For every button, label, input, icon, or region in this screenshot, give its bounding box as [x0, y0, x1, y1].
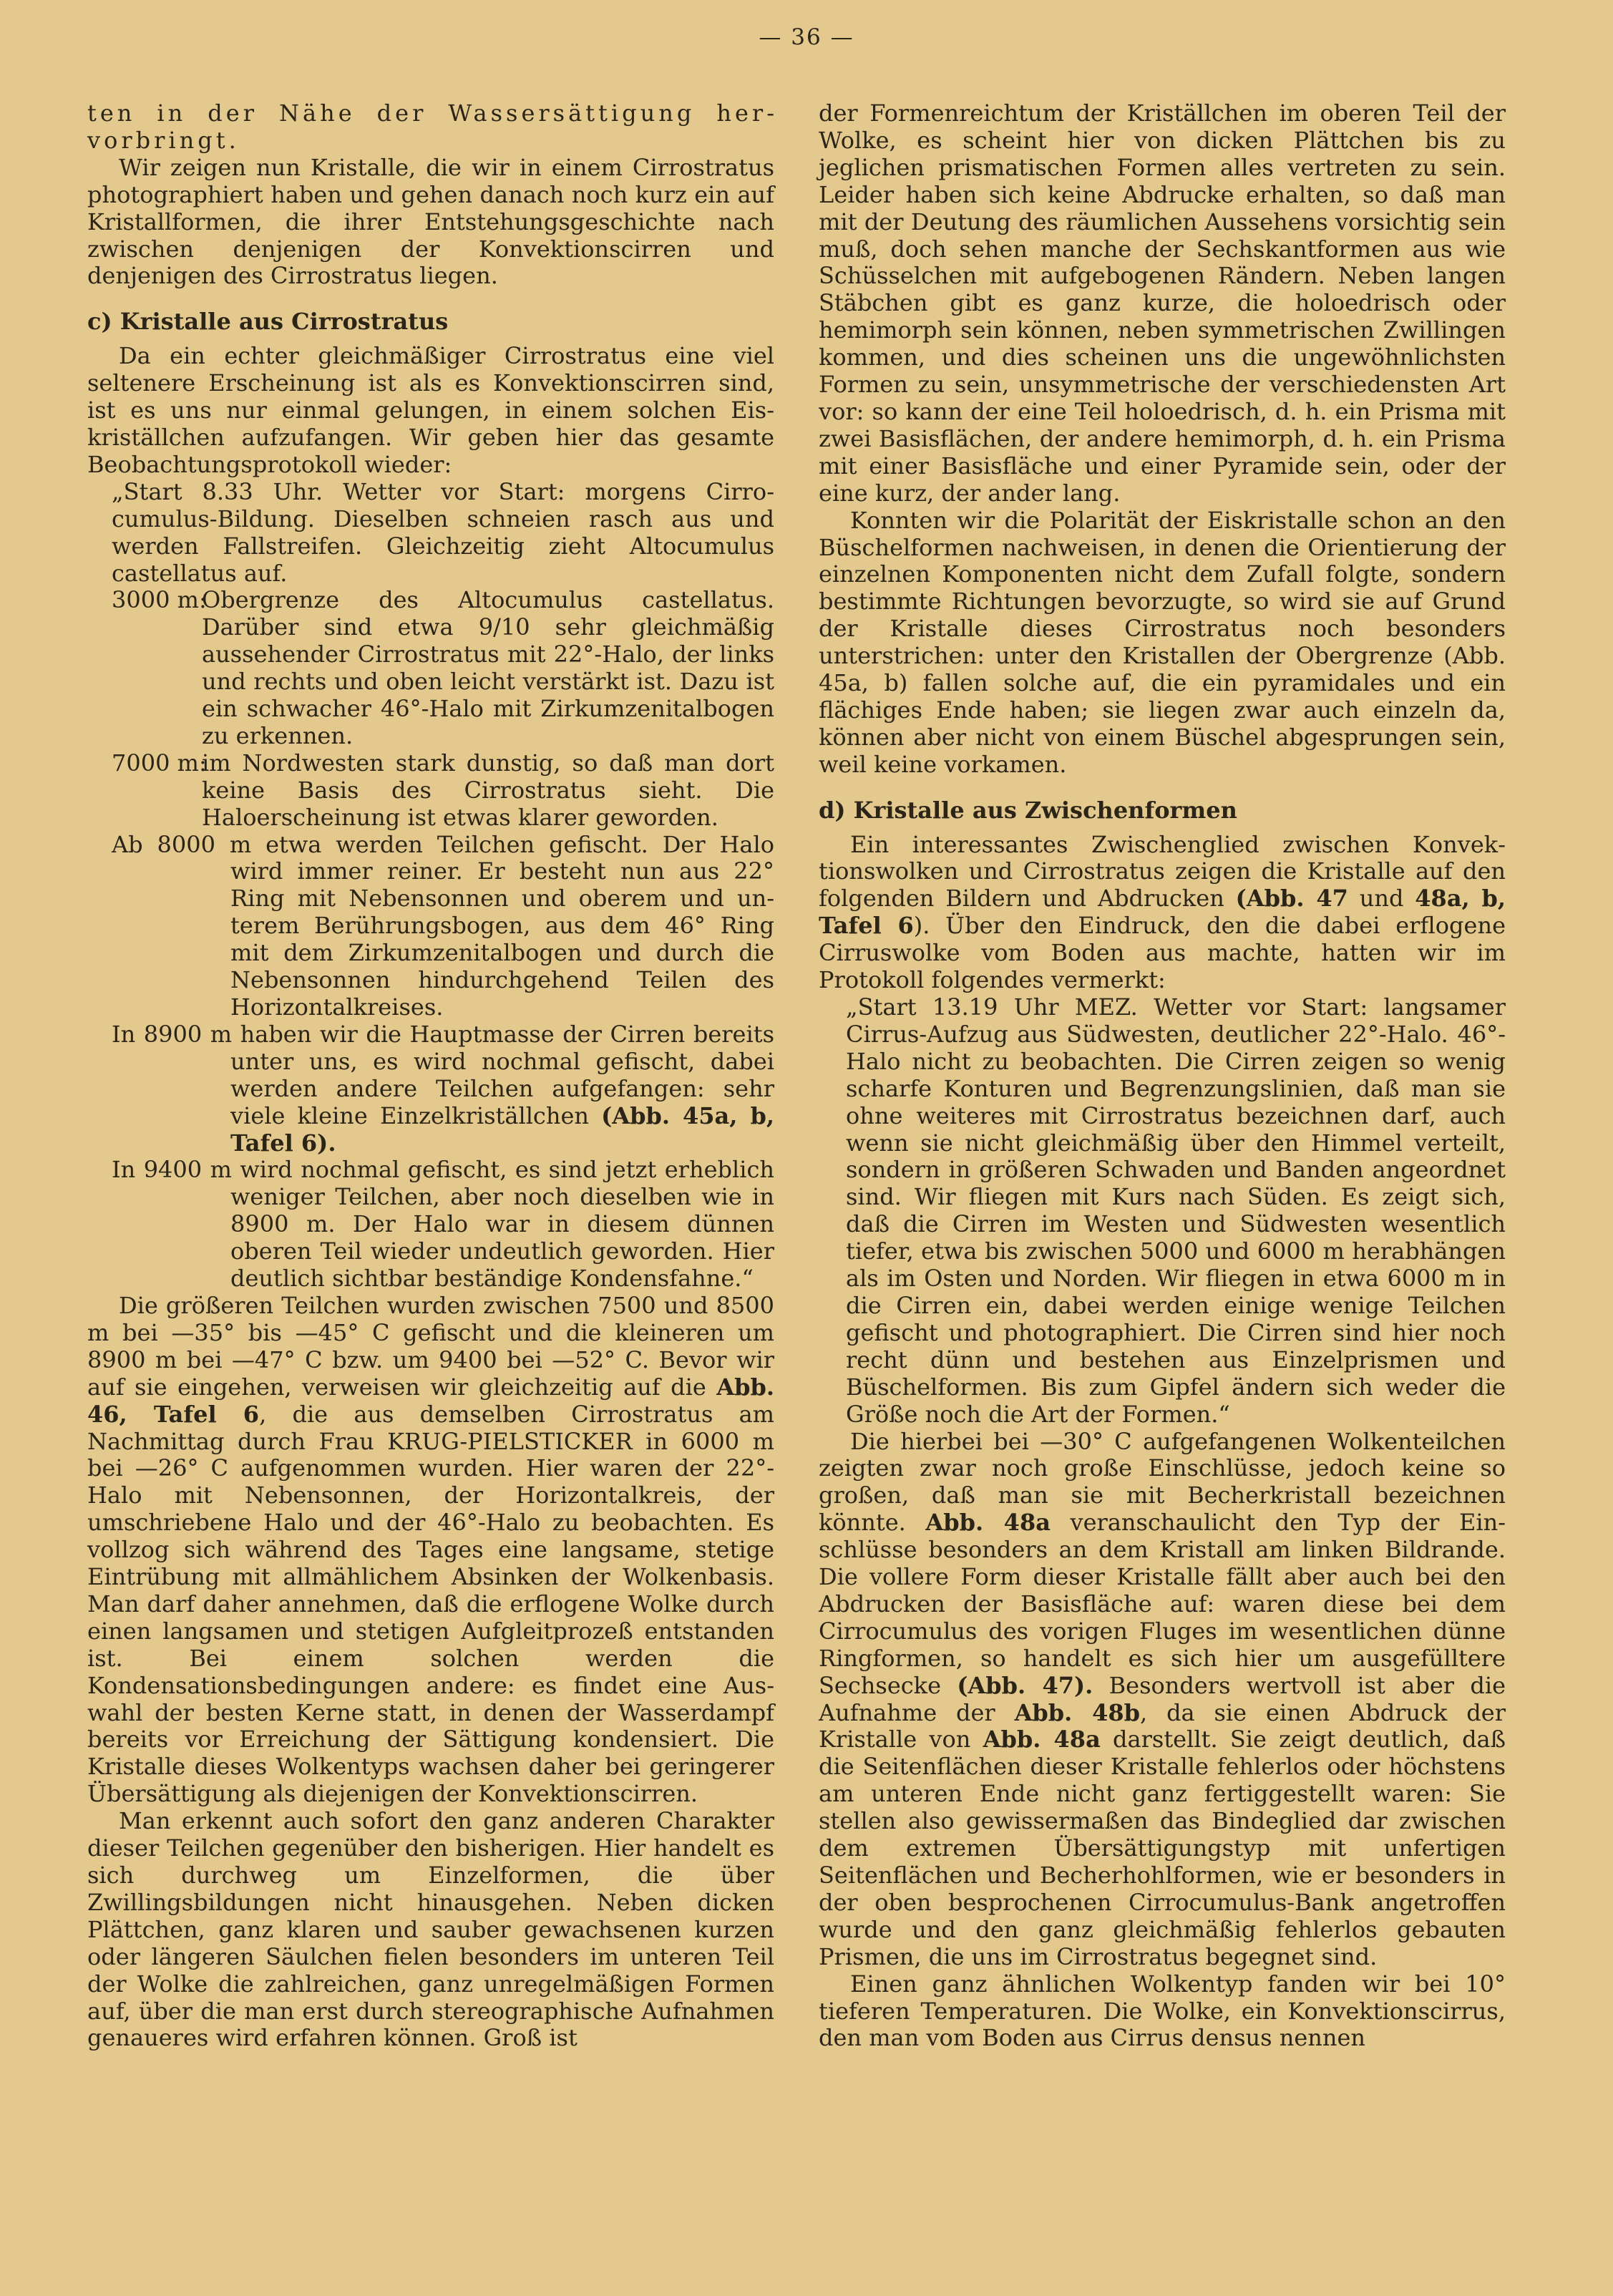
altitude-label: 3000 m:: [112, 586, 207, 614]
paragraph: [819, 1429, 1506, 1971]
figure-ref: Abb. 46, Tafel 6: [87, 1373, 774, 1428]
figure-ref: Abb. 48b: [1014, 1698, 1141, 1726]
figure-ref: 48a, b, Tafel 6: [819, 885, 1506, 940]
figure-ref: (Abb. 45a, b, Tafel 6).: [230, 1101, 775, 1157]
text-run: veranschaulicht den Typ der Einschlüsse besonders an dem Kristall am linken Bildrande. Die vollere Form dieser Kristalle fällt aber auch bei den Abdrucken der Basisfläche auf: waren diese bei dem Cirrocumulus des vorigen Fluges im wesentlichen dünne Ringformen, so handelt es sich hier um ausgefülltere Sechsecke: [819, 1509, 1506, 1699]
paragraph: der Formenreichtum der Kriställchen im oberen Teil der Wolke, es scheint hier von dicken Plättchen bis zu jeglichen prismatischen Formen alles vertreten zu sein. Leider haben sich keine Abdrucke erhalten, so daß man mit der Deutung des räumlichen Aussehens vorsichtig sein muß, doch sehen manche der Sechskantformen aus wie Schüsselchen mit aufgebogenen Rändern. Neben langen Stäbchen gibt es ganz kurze, die holoedrisch oder hemimorph sein können, neben symmetrischen Zwillingen kommen, und dies scheinen uns die ungewöhnlichsten Formen zu sein, unsymmetrische der verschiedensten Art vor: so kann der eine Teil holoedrisch, d. h. ein Prisma mit zwei Basisflächen, der andere hemimorph, d. h. ein Prisma mit einer Basisfläche und einer Pyramide sein, oder der eine kurz, der ander lang.: [819, 99, 1506, 507]
protocol-entry: In 9400 m wird nochmal gefischt, es sind jetzt erheblich weniger Teilchen, aber noch dieselben wie in 8900 m. Der Halo war in diesem dünnen oberen Teil wieder undeutlich geworden. Hier deutlich sichtbar beständige Kondensfahne.“: [112, 1156, 774, 1293]
figure-ref: (Abb. 47: [1235, 885, 1348, 913]
paragraph: Konnten wir die Polarität der Eiskristalle schon an den Büschelformen nachweisen, in denen die Orientierung der einzelnen Komponenten nicht dem Zufall folgte, sondern bestimmte Richtungen bevorzugte, so wird sie auf Grund der Kristalle dieses Cirrostratus noch besonders unterstrichen: unter den Kristallen der Obergrenze (Abb. 45a, b) fallen solche auf, die ein pyramidales und ein flächiges Ende haben; sie liegen zwar auch einzeln da, können aber nicht von einem Büschel abgesprungen sein, weil keine vorkamen.: [819, 506, 1506, 778]
entry-text: im Nordwesten stark dunstig, so daß man dort keine Basis des Cirrostratus sieht. Die Haloerscheinung ist etwas klarer geworden.: [202, 749, 774, 831]
figure-ref: Abb. 48a: [983, 1726, 1101, 1753]
paragraph: [87, 1293, 774, 1808]
text-run: Die größeren Teilchen wurden zwischen 7500 und 8500 m bei —35° bis —45° C gefischt und die kleineren um 8900 m bei —47° C bzw. um 9400 bei —52° C. Bevor wir auf sie eingehen, verweisen wir gleichzeitig auf die: [87, 1291, 774, 1401]
protocol-entry: [87, 587, 774, 749]
paragraph: [819, 832, 1506, 994]
paragraph: Da ein echter gleichmäßiger Cirrostratus eine viel seltenere Erscheinung ist als es Konvektionscirren sind, ist es uns nur einmal gelungen, in einem solchen Eiskriställchen aufzufangen. Wir geben hier das gesamte Beobachtungsprotokoll wieder:: [87, 342, 774, 478]
altitude-label: 7000 m:: [112, 749, 207, 777]
text-run: Besonders wertvoll ist aber die Aufnahme der: [819, 1671, 1506, 1726]
protocol-block: [87, 479, 774, 1293]
text-run: , da sie einen Abdruck der Kristalle von: [819, 1698, 1506, 1753]
figure-ref: (Abb. 47).: [957, 1671, 1093, 1699]
entry-text: In 8900 m haben wir die Hauptmasse der Cirren bereits unter uns, es wird nochmal gefischt, dabei werden andere Teilchen aufgefangen: sehr viele kleine Einzelkriställchen: [112, 1020, 774, 1129]
paragraph: ten in der Nähe der Wassersättigung hervorbringt.: [87, 99, 774, 154]
text-run: Ein interessantes Zwischenglied zwischen Konvektionswolken und Cirrostratus zeigen die Kristalle auf den folgenden Bildern und Abdrucken: [819, 830, 1506, 913]
section-heading-d: d) Kristalle aus Zwischenformen: [819, 796, 1237, 824]
text-run: , die aus demselben Cirrostratus am Nachmittag durch Frau KRUG-PIELSTICKER in 6000 m bei —26° C aufgenommen wurden. Hier waren der 22°-Halo mit Nebensonnen, der Horizontalkreis, der umschriebene Halo und der 46°-Halo zu beobachten. Es vollzog sich während des Tages eine langsame, stetige Eintrübung mit allmählichem Absinken der Wolkenbasis. Man darf daher annehmen, daß die erflogene Wolke durch einen langsamen und stetigen Aufgleitprozeß entstanden ist. Bei einem solchen werden die Kondensationsbedingungen andere: es findet eine Auswahl der besten Kerne statt, in denen der Wasserdampf bereits vor Erreichung der Sättigung kondensiert. Die Kristalle dieses Wolkentyps wachsen daher bei geringerer Übersättigung als diejenigen der Konvektionscirren.: [87, 1400, 775, 1808]
paragraph: Wir zeigen nun Kristalle, die wir in einem Cirrostratus photographiert haben und gehen danach noch kurz ein auf Kristallformen, die ihrer Entstehungsgeschichte nach zwischen denjenigen der Konvektionscirren und denjenigen des Cirrostratus liegen.: [87, 153, 774, 290]
figure-ref: Abb. 48a: [925, 1509, 1051, 1537]
protocol-entry: Ab 8000 m etwa werden Teilchen gefischt. Der Halo wird immer reiner. Er besteht nun aus 22° Ring mit Nebensonnen und oberem und unterem Berührungsbogen, aus dem 46° Ring mit dem Zirkumzenitalbogen und durch die Nebensonnen hindurchgehend Teilen des Horizontalkreises.: [112, 830, 774, 1021]
right-column: [819, 100, 1506, 2052]
entry-text: Obergrenze des Altocumulus castellatus. Darüber sind etwa 9/10 sehr gleichmäßig aussehender Cirrostratus mit 22°-Halo, der links und rechts und oben leicht verstärkt ist. Dazu ist ein schwacher 46°-Halo mit Zirkumzenitalbogen zu erkennen.: [202, 586, 774, 749]
page-number: — 36 —: [759, 24, 854, 50]
section-heading-c: c) Kristalle aus Cirrostratus: [87, 308, 449, 336]
text-run: darstellt. Sie zeigt deutlich, daß die Seitenflächen dieser Kristalle fehlerlos oder höchstens am unteren Ende nicht ganz fertiggestellt waren: Sie stellen also gewissermaßen das Bindeglied dar zwischen dem extremen Übersättigungstyp mit unfertigen Seitenflächen und Becherhohlformen, wie er besonders in der oben besprochenen Cirrocumulus-Bank angetroffen wurde und den ganz gleichmäßig fehlerlos gebauten Prismen, die uns im Cirrostratus begegnet sind.: [819, 1726, 1506, 1970]
protocol-entry: [87, 1021, 774, 1157]
text-run: und: [1348, 885, 1415, 913]
protocol-block: „Start 13.19 Uhr MEZ. Wetter vor Start: langsamer Cirrus-Aufzug aus Südwesten, deutlicher 22°-Halo. 46°-Halo nicht zu beobachten. Die Cirren zeigen so wenig scharfe Konturen und Begrenzungslinien, daß man sie ohne weiteres mit Cirrostratus bezeichnen darf, auch wenn sie nicht gleichmäßig über den Himmel verteilt, sondern in größeren Schwaden und Banden angeordnet sind. Wir fliegen mit Kurs nach Süden. Es zeigt sich, daß die Cirren im Westen und Südwesten wesentlich tiefer, etwa bis zwischen 5000 und 6000 m herabhängen als im Osten und Norden. Wir fliegen in etwa 6000 m in die Cirren ein, dabei werden einige wenige Teilchen gefischt und photographiert. Die Cirren sind hier noch recht dünn und bestehen aus Einzelprismen und Büschelformen. Bis zum Gipfel ändern sich weder die Größe noch die Art der Formen.“: [846, 993, 1506, 1428]
paragraph: Einen ganz ähnlichen Wolkentyp fanden wir bei 10° tieferen Temperaturen. Die Wolke, ein Konvektionscirrus, den man vom Boden aus Cirrus densus nennen: [819, 1970, 1506, 2052]
protocol-entry: [87, 750, 774, 832]
left-column: [87, 100, 774, 2052]
protocol-start: „Start 8.33 Uhr. Wetter vor Start: morgens Cirrocumulus-Bildung. Dieselben schneien rasch aus und werden Fallstreifen. Gleichzeitig zieht Altocumulus castellatus auf.: [112, 477, 774, 587]
text-run: ). Über den Eindruck, den die dabei erflogene Cirruswolke vom Boden aus machte, hatten wir im Protokoll folgendes vermerkt:: [819, 912, 1506, 994]
text-run: Die hierbei bei —30° C aufgefangenen Wolkenteilchen zeigten zwar noch große Einschlüsse, jedoch keine so großen, daß man sie mit Becherkristall bezeichnen könnte.: [819, 1427, 1506, 1537]
paragraph: Man erkennt auch sofort den ganz anderen Charakter dieser Teilchen gegenüber den bisherigen. Hier handelt es sich durchweg um Einzelformen, die über Zwillingsbildungen nicht hinausgehen. Neben dicken Plättchen, ganz klaren und sauber gewachsenen kurzen oder längeren Säulchen fielen besonders im unteren Teil der Wolke die zahlreichen, ganz unregelmäßigen Formen auf, über die man erst durch stereographische Aufnahmen genaueres wird erfahren können. Groß ist: [87, 1807, 774, 2052]
